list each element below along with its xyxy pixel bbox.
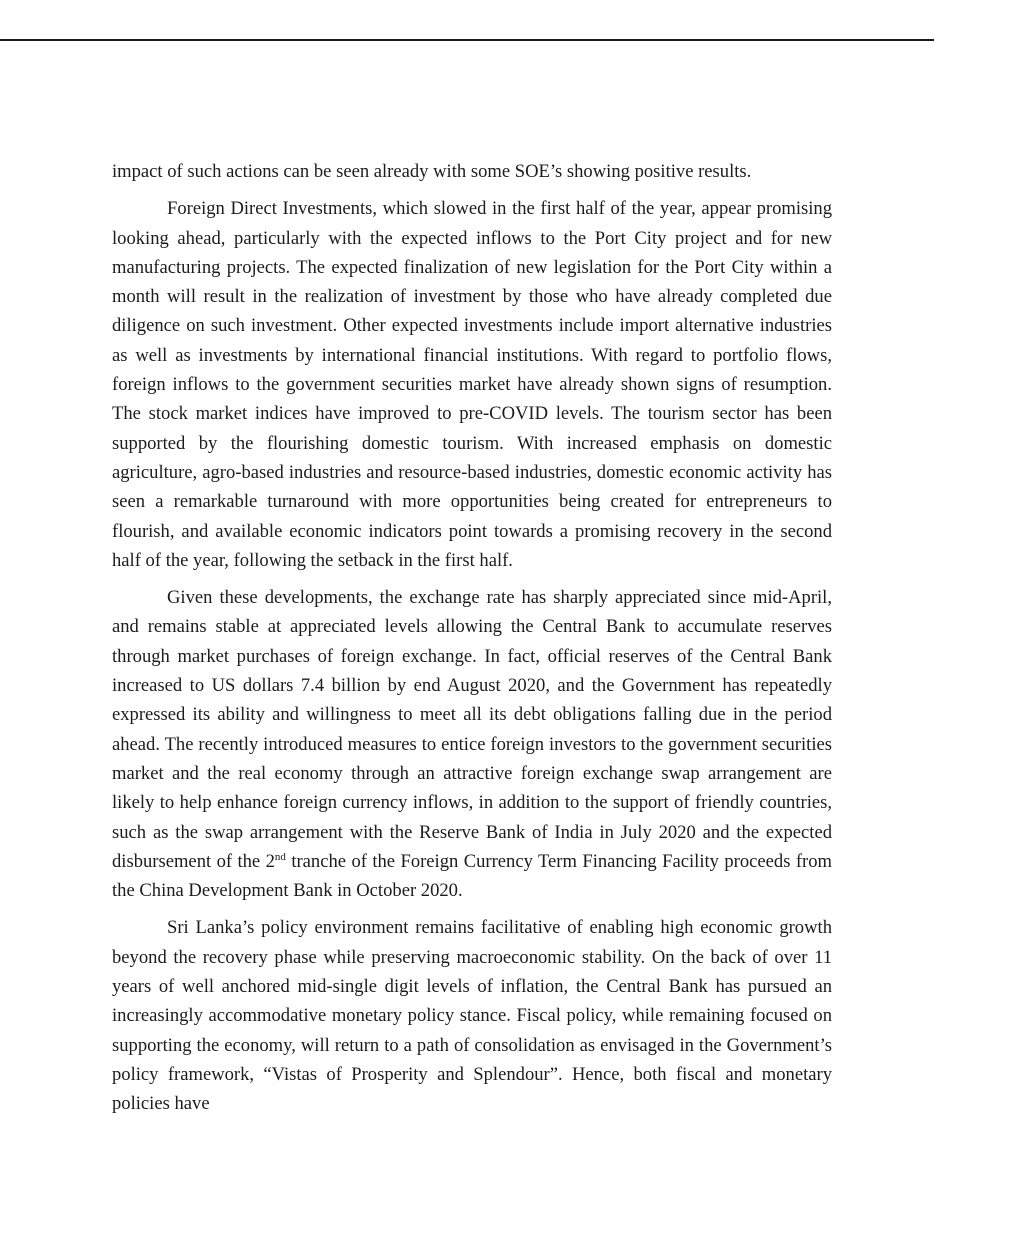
ordinal-superscript: nd: [274, 850, 286, 863]
paragraph-3: [112, 583, 832, 905]
paragraph-1: impact of such actions can be seen already with some SOE’s showing positive results.: [112, 161, 752, 182]
paragraph-4: Sri Lanka’s policy environment remains facilitative of enabling high economic growth beyond the recovery phase while preserving macroeconomic stability. On the back of over 11 years of well anchored mid-single digit levels of inflation, the Central Bank has pursued an increasingly accommodative monetary policy stance. Fiscal policy, while remaining focused on supporting the economy, will return to a path of consolidation as envisaged in the Government’s policy framework, “Vistas of Prosperity and Splendour”. Hence, both fiscal and monetary policies have: [112, 917, 832, 1115]
paragraph-3-text-b: tranche of the Foreign Currency Term Financing Facility proceeds from the China Development Bank in October 2020.: [112, 850, 832, 902]
paragraph-3-text-a: Given these developments, the exchange rate has sharply appreciated since mid-April, and remains stable at appreciated levels allowing the Central Bank to accumulate reserves through market purchases of foreign exchange. In fact, official reserves of the Central Bank increased to US dollars 7.4 billion by end August 2020, and the Government has repeatedly expressed its ability and willingness to meet all its debt obligations falling due in the period ahead. The recently introduced measures to entice foreign investors to the government securities market and the real economy through an attractive foreign exchange swap arrangement are likely to help enhance foreign currency inflows, in addition to the support of friendly countries, such as the swap arrangement with the Reserve Bank of India in July 2020 and the expected disbursement of the 2: [112, 587, 832, 872]
document-body: [112, 157, 832, 1127]
header-rule: [0, 39, 934, 41]
paragraph-2: Foreign Direct Investments, which slowed in the first half of the year, appear promising looking ahead, particularly with the expected inflows to the Port City project and for new manufacturing projects. The expected finalization of new legislation for the Port City within a month will result in the realization of investment by those who have already completed due diligence on such investment. Other expected investments include import alternative industries as well as investments by international financial institutions. With regard to portfolio flows, foreign inflows to the government securities market have already shown signs of resumption. The stock market indices have improved to pre-COVID levels. The tourism sector has been supported by the flourishing domestic tourism. With increased emphasis on domestic agriculture, agro-based industries and resource-based industries, domestic economic activity has seen a remarkable turnaround with more opportunities being created for entrepreneurs to flourish, and available economic indicators point towards a promising recovery in the second half of the year, following the setback in the first half.: [112, 198, 832, 571]
